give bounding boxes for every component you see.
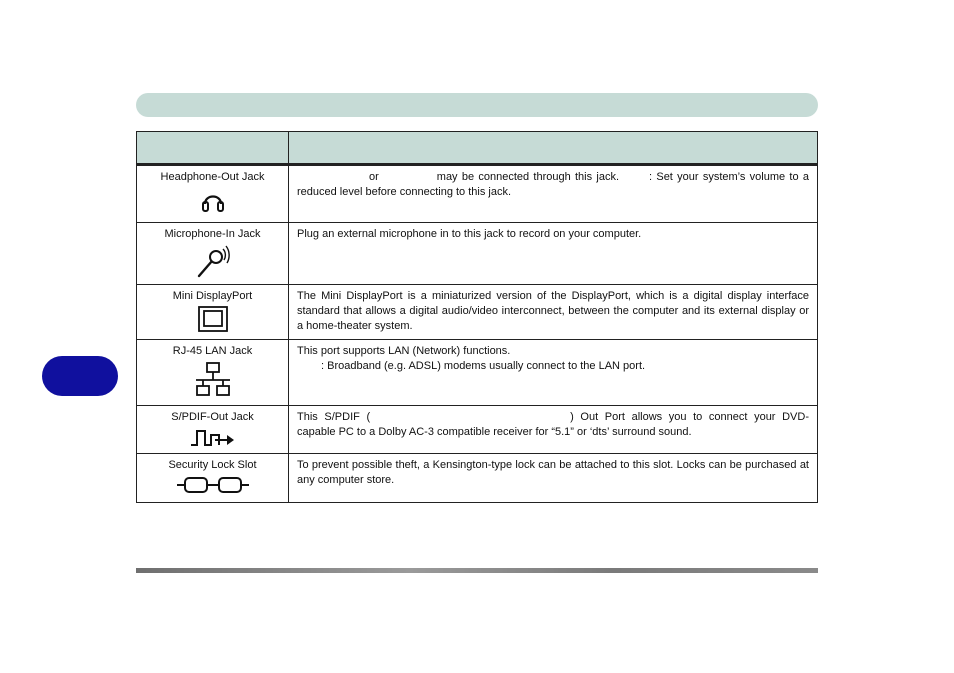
header-bar	[136, 93, 818, 117]
table-row	[137, 340, 818, 406]
description-text: : Set your system’s volume to a reduced level before connecting to this jack.	[297, 171, 809, 198]
table-header-cell	[137, 132, 289, 165]
security-lock-icon	[176, 475, 250, 495]
port-name: Headphone-Out Jack	[160, 171, 265, 183]
port-description-cell	[289, 165, 818, 223]
description-text: : Broadband (e.g. ADSL) modems usually connect to the LAN port.	[321, 360, 646, 372]
table-row	[137, 406, 818, 454]
port-description-cell	[289, 340, 818, 406]
table-row	[137, 454, 818, 503]
spdif-icon	[189, 427, 237, 449]
port-name-cell	[137, 223, 289, 285]
footer-rule	[136, 568, 818, 573]
description-text: Plug an external microphone in to this jack to record on your computer.	[297, 228, 642, 240]
port-name: Microphone-In Jack	[164, 228, 261, 240]
port-description-cell	[289, 285, 818, 340]
headphones-icon	[199, 187, 227, 213]
port-name-cell	[137, 340, 289, 406]
description-text: ) Out Port allows you to connect your DVD-capable PC to a Dolby AC-3 compatible receiver for “5.1” or ‘dts’ surround sound.	[297, 411, 809, 438]
chapter-tab	[42, 356, 118, 396]
description-text: This port supports LAN (Network) functions.	[297, 345, 511, 357]
table-row	[137, 165, 818, 223]
description-text: This S/PDIF (	[297, 411, 371, 423]
description-text: The Mini DisplayPort is a miniaturized version of the DisplayPort, which is a digital display interface standard that allows a digital audio/video interconnect, between the computer and its external display or a home-theater system.	[297, 290, 809, 332]
description-text: may be connected through this jack.	[436, 171, 620, 183]
description-text: To prevent possible theft, a Kensington-type lock can be attached to this slot. Locks can be purchased at any computer store.	[297, 459, 809, 486]
port-name: Mini DisplayPort	[172, 290, 253, 302]
port-name-cell	[137, 406, 289, 454]
port-name-cell	[137, 165, 289, 223]
microphone-icon	[193, 244, 233, 280]
port-name: S/PDIF-Out Jack	[171, 411, 254, 423]
port-description-cell	[289, 454, 818, 503]
port-description-cell	[289, 406, 818, 454]
table-row	[137, 223, 818, 285]
ports-table	[136, 131, 818, 503]
table-header-row	[137, 132, 818, 165]
description-text: or	[369, 171, 379, 183]
port-name-cell	[137, 454, 289, 503]
port-name: RJ-45 LAN Jack	[172, 345, 253, 357]
display-port-icon	[197, 306, 229, 332]
port-name-cell	[137, 285, 289, 340]
table-header-cell	[289, 132, 818, 165]
port-name: Security Lock Slot	[168, 459, 257, 471]
table-row	[137, 285, 818, 340]
network-icon	[193, 361, 233, 399]
port-description-cell	[289, 223, 818, 285]
